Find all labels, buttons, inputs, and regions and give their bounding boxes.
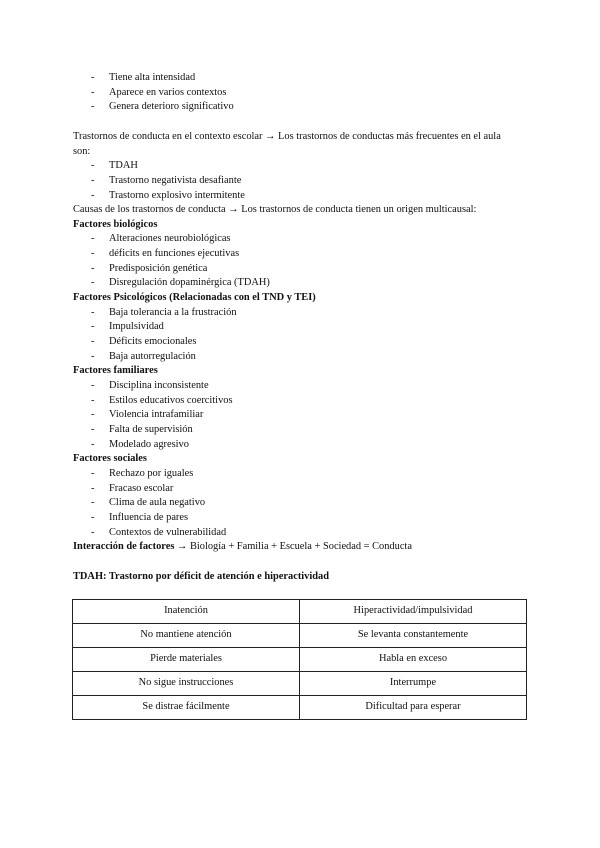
escolar-paragraph: Trastornos de conducta en el contexto escolar → Los trastornos de conductas más frecuentes en el aula son: bbox=[73, 131, 501, 157]
list-item: Predisposición genética bbox=[109, 263, 208, 274]
list-item: Déficits emocionales bbox=[109, 336, 197, 347]
bullet-dash: - bbox=[91, 439, 95, 450]
bullet-dash: - bbox=[91, 409, 95, 420]
interaccion-label: Interacción de factores bbox=[73, 541, 175, 552]
list-item: Estilos educativos coercitivos bbox=[109, 395, 233, 406]
list-item: Contextos de vulnerabilidad bbox=[109, 527, 227, 538]
bullet-dash: - bbox=[91, 395, 95, 406]
bullet-dash: - bbox=[91, 72, 95, 83]
list-item: Disregulación dopaminérgica (TDAH) bbox=[109, 277, 270, 288]
list-item: TDAH bbox=[109, 160, 138, 171]
list-item: Trastorno negativista desafiante bbox=[109, 175, 242, 186]
table-header-cell: Hiperactividad/impulsividad bbox=[300, 600, 527, 624]
bullet-dash: - bbox=[91, 336, 95, 347]
tdah-title: TDAH: Trastorno por déficit de atención e hiperactividad bbox=[73, 571, 330, 582]
list-item: Modelado agresivo bbox=[109, 439, 189, 450]
bullet-dash: - bbox=[91, 248, 95, 259]
table-cell: No mantiene atención bbox=[73, 624, 300, 648]
list-item: Genera deterioro significativo bbox=[109, 101, 234, 112]
bullet-dash: - bbox=[91, 87, 95, 98]
list-item: Alteraciones neurobiológicas bbox=[109, 233, 231, 244]
bullet-dash: - bbox=[91, 233, 95, 244]
table-cell: Habla en exceso bbox=[300, 648, 527, 672]
bullet-dash: - bbox=[91, 483, 95, 494]
list-item: Disciplina inconsistente bbox=[109, 380, 209, 391]
bullet-dash: - bbox=[91, 351, 95, 362]
list-item: Aparece en varios contextos bbox=[109, 87, 227, 98]
bullet-dash: - bbox=[91, 380, 95, 391]
list-item: Impulsividad bbox=[109, 321, 164, 332]
bullet-dash: - bbox=[91, 321, 95, 332]
list-item: Baja autorregulación bbox=[109, 351, 196, 362]
table-row bbox=[73, 672, 527, 696]
table-row bbox=[73, 648, 527, 672]
list-item: Baja tolerancia a la frustración bbox=[109, 307, 237, 318]
interaccion-text: → Biología + Familia + Escuela + Sociedad = Conducta bbox=[174, 541, 412, 552]
heading-familiares: Factores familiares bbox=[73, 365, 158, 376]
tdah-table bbox=[72, 599, 527, 720]
bullet-dash: - bbox=[91, 190, 95, 201]
list-item: déficits en funciones ejecutivas bbox=[109, 248, 240, 259]
list-item: Rechazo por iguales bbox=[109, 468, 194, 479]
interaccion-line bbox=[73, 540, 412, 555]
list-item: Influencia de pares bbox=[109, 512, 189, 523]
table-cell: Se distrae fácilmente bbox=[73, 696, 300, 720]
list-item: Fracaso escolar bbox=[109, 483, 174, 494]
bullet-dash: - bbox=[91, 527, 95, 538]
heading-biologicos: Factores biológicos bbox=[73, 219, 158, 230]
list-item: Trastorno explosivo intermitente bbox=[109, 190, 245, 201]
bullet-dash: - bbox=[91, 307, 95, 318]
bullet-dash: - bbox=[91, 512, 95, 523]
table-cell: No sigue instrucciones bbox=[73, 672, 300, 696]
table-row bbox=[73, 624, 527, 648]
list-item: Tiene alta intensidad bbox=[109, 72, 196, 83]
list-item: Violencia intrafamiliar bbox=[109, 409, 204, 420]
list-item: Clima de aula negativo bbox=[109, 497, 206, 508]
bullet-dash: - bbox=[91, 468, 95, 479]
bullet-dash: - bbox=[91, 101, 95, 112]
table-cell: Se levanta constantemente bbox=[300, 624, 527, 648]
table-cell: Dificultad para esperar bbox=[300, 696, 527, 720]
bullet-dash: - bbox=[91, 263, 95, 274]
bullet-dash: - bbox=[91, 160, 95, 171]
bullet-dash: - bbox=[91, 277, 95, 288]
table-header-row bbox=[73, 600, 527, 624]
bullet-dash: - bbox=[91, 175, 95, 186]
heading-sociales: Factores sociales bbox=[73, 453, 147, 464]
table-cell: Pierde materiales bbox=[73, 648, 300, 672]
heading-psicologicos: Factores Psicológicos (Relacionadas con el TND y TEI) bbox=[73, 292, 316, 303]
list-item: Falta de supervisión bbox=[109, 424, 193, 435]
table-row bbox=[73, 696, 527, 720]
table-cell: Interrumpe bbox=[300, 672, 527, 696]
causas-line: Causas de los trastornos de conducta → Los trastornos de conducta tienen un origen multicausal: bbox=[73, 204, 477, 215]
bullet-dash: - bbox=[91, 497, 95, 508]
table-header-cell: Inatención bbox=[73, 600, 300, 624]
bullet-dash: - bbox=[91, 424, 95, 435]
